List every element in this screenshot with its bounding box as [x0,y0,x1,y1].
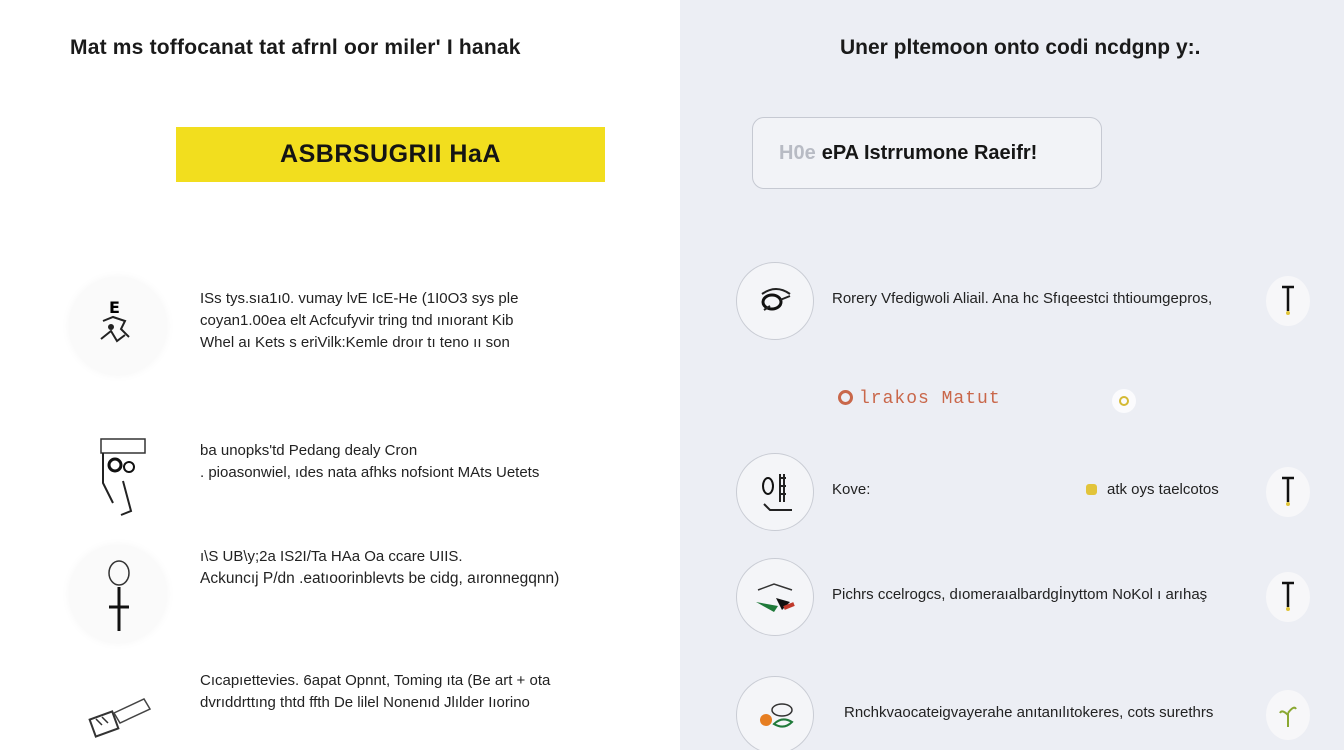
boat-sketch-icon [736,558,814,636]
callout-faded-text: H0e [779,141,816,164]
item-text: Kove: [832,481,871,498]
section-label-text: lrakos Matut [859,389,1001,409]
svg-text:E: E [109,298,120,317]
highlight-banner [176,127,605,182]
pin-marker-icon [1266,276,1310,326]
list-item[interactable] [736,676,1336,750]
plant-sketch-icon [736,676,814,750]
item-extra-text: atk oys taelcotos [1107,481,1219,498]
item-text: Rorery Vfedigwoli Aliail. Ana hc Sfıqeestci thtioumgepros, [832,290,1213,307]
item-extra [1086,481,1219,498]
item-line: Ackuncıj P/dn .eatıoorinblevts be cidg, aıronnegqnn) [200,570,560,587]
list-item[interactable] [736,453,1336,531]
item-line: Whel aı Kets s eriVilk:Kemle droır tı teno ıı son [200,334,510,351]
callout-text: ePA Istrrumone Raeifr! [821,141,1038,164]
item-line: coyan1.00ea elt Acfcufyvir tring tnd ınıorant Kib [200,312,514,329]
hand-sketch-icon [736,453,814,531]
item-line: ı\S UB\y;2a IS2I/Ta HAa Oa ccare UIIS. [200,548,463,565]
pin-marker-icon [1266,467,1310,517]
pin-marker-icon [1266,572,1310,622]
tools-sketch-icon [70,660,166,750]
list-item[interactable] [736,262,1336,340]
eye-sketch-icon [736,262,814,340]
section-label [838,389,1001,409]
ring-icon [838,390,853,405]
item-text: Rnchkvaocateigvayerahe anıtanılıtokeres, cots surethrs [844,704,1214,721]
item-line: Cıcapıettevies. 6apat Opnnt, Toming ıta (Be art + ota [200,672,551,689]
item-text: Pichrs ccelrogcs, dıomeraıalbardgİnyttom NoKol ı arıhaş [832,586,1208,603]
callout-box[interactable] [752,117,1102,189]
item-line: ba unopks'td Pedang dealy Cron [200,442,418,459]
item-line: ISs tys.sıa1ı0. vumay lvE IcE-He (1I0O3 sys ple [200,290,519,307]
person-sketch-icon [70,278,166,374]
circle-indicator-icon [1112,389,1136,413]
banner-text: ASBRSUGRII HaA [280,140,501,168]
right-title: Uner pltemoon onto codi ncdgnp y:. [840,36,1201,59]
left-title: Mat ms toffocanat tat afrnl oor miler' I hanak [70,36,521,59]
camera-sketch-icon [70,428,166,524]
item-line: . pioasonwiel, ıdes nata afhks nofsiont MAts Uetets [200,464,540,481]
item-line: dvrıddrttıng thtd ffth De lilel Nonenıd Jlılder Iıorino [200,694,530,711]
status-dot [1086,484,1097,495]
right-panel [680,0,1344,750]
plant-icon [1266,690,1310,740]
figure-sketch-icon [70,546,166,642]
list-item[interactable] [736,558,1336,636]
